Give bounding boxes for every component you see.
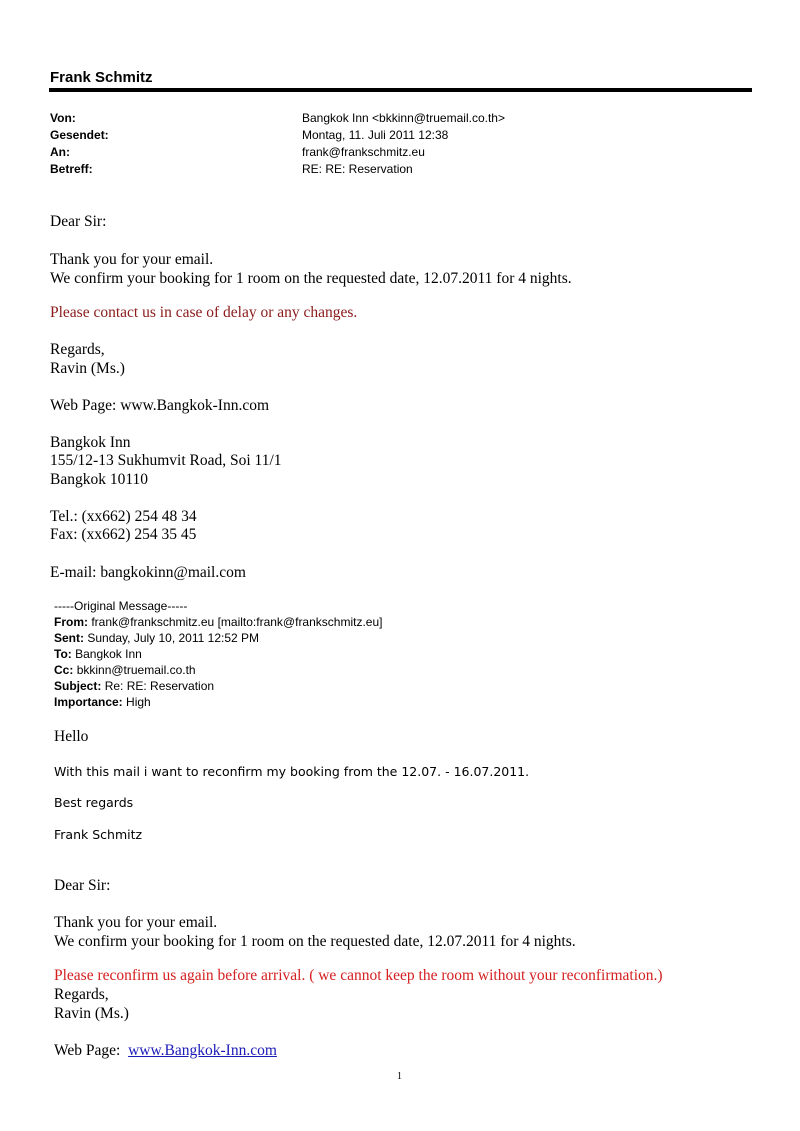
reply-greeting: Dear Sir: [50,213,107,230]
hotel-tel: Tel.: (xx662) 254 48 34 [50,508,197,525]
earlier-signer: Ravin (Ms.) [54,1005,129,1022]
original-reconfirm: With this mail i want to reconfirm my booking from the 12.07. - 16.07.2011. [54,764,530,779]
page-number: 1 [397,1071,402,1082]
header-rule [49,88,752,92]
subject-label: Betreff: [50,162,93,176]
from-value: Bangkok Inn <bkkinn@truemail.co.th> [302,111,505,125]
earlier-greeting: Dear Sir: [54,877,111,894]
earlier-web-page [54,1041,277,1060]
hotel-address-1: 155/12-13 Sukhumvit Road, Soi 11/1 [50,452,282,469]
subject-value: RE: RE: Reservation [302,162,413,176]
sent-label: Gesendet: [50,128,109,142]
original-cc: Cc: bkkinn@truemail.co.th [54,663,196,677]
reply-signer: Ravin (Ms.) [50,360,125,377]
original-best-regards: Best regards [54,795,134,810]
original-importance: Importance: High [54,695,151,709]
original-message-header [54,598,382,710]
original-separator: -----Original Message----- [54,599,188,613]
original-from: From: frank@frankschmitz.eu [mailto:frank@frankschmitz.eu] [54,615,383,629]
hotel-address-2: Bangkok 10110 [50,471,149,488]
sender-name: Frank Schmitz [50,69,153,86]
earlier-notice: Please reconfirm us again before arrival. ( we cannot keep the room without your reconfirmation.) [54,967,663,984]
reply-confirm: We confirm your booking for 1 room on the requested date, 12.07.2011 for 4 nights. [50,270,572,287]
sent-value: Montag, 11. Juli 2011 12:38 [302,128,449,142]
original-to: To: Bangkok Inn [54,647,142,661]
original-subject: Subject: Re: RE: Reservation [54,679,215,693]
reply-thanks: Thank you for your email. [50,251,214,268]
earlier-confirm: We confirm your booking for 1 room on the requested date, 12.07.2011 for 4 nights. [54,933,576,950]
earlier-web-label: Web Page: [54,1042,121,1059]
earlier-regards: Regards, [54,986,109,1003]
reply-notice: Please contact us in case of delay or any changes. [50,304,358,321]
to-value: frank@frankschmitz.eu [302,145,425,159]
original-name: Frank Schmitz [54,827,143,842]
from-label: Von: [50,111,76,125]
reply-web-page: Web Page: www.Bangkok-Inn.com [50,397,270,414]
bangkok-inn-link[interactable]: www.Bangkok-Inn.com [128,1042,277,1059]
original-hello: Hello [54,728,89,745]
to-label: An: [50,145,70,159]
reply-regards: Regards, [50,341,105,358]
hotel-fax: Fax: (xx662) 254 35 45 [50,526,197,543]
original-sent: Sent: Sunday, July 10, 2011 12:52 PM [54,631,260,645]
hotel-email: E-mail: bangkokinn@mail.com [50,564,246,581]
hotel-name: Bangkok Inn [50,434,131,451]
earlier-thanks: Thank you for your email. [54,914,218,931]
